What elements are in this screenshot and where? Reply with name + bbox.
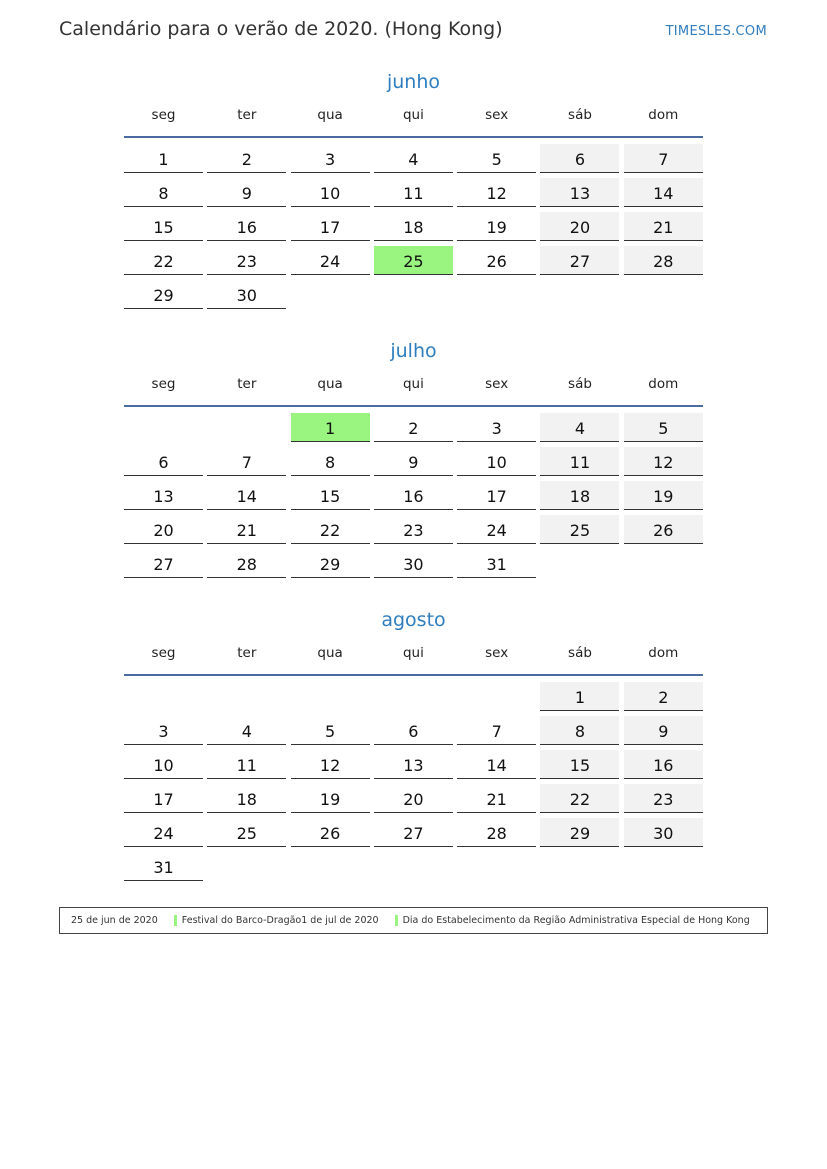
day-cell-weekend: 23 — [624, 784, 703, 813]
day-cell: 3 — [291, 144, 370, 173]
day-cell: 18 — [207, 784, 286, 813]
day-cell: 22 — [291, 515, 370, 544]
day-cell: 31 — [124, 852, 203, 881]
weekday-label: qua — [317, 376, 343, 392]
day-cell-weekend: 4 — [540, 413, 619, 442]
weekday-label: ter — [237, 107, 257, 123]
day-cell-empty — [374, 682, 453, 711]
month-name: agosto — [381, 609, 446, 631]
month-name: julho — [390, 340, 437, 362]
legend-holiday-name: Festival do Barco-Dragão — [181, 915, 302, 926]
day-cell: 24 — [457, 515, 536, 544]
day-cell-empty — [291, 682, 370, 711]
month-july — [124, 337, 703, 578]
day-cell: 2 — [207, 144, 286, 173]
day-cell: 13 — [374, 750, 453, 779]
day-cell: 2 — [374, 413, 453, 442]
day-cell: 26 — [291, 818, 370, 847]
day-cell: 24 — [291, 246, 370, 275]
day-cell: 25 — [207, 818, 286, 847]
legend-item — [301, 915, 750, 926]
day-cell-weekend: 2 — [624, 682, 703, 711]
day-cell: 27 — [374, 818, 453, 847]
day-cell: 21 — [457, 784, 536, 813]
weekday-label: dom — [648, 107, 679, 123]
day-cell: 30 — [207, 280, 286, 309]
day-cell: 23 — [374, 515, 453, 544]
day-cell-weekend: 11 — [540, 447, 619, 476]
day-cell: 29 — [291, 549, 370, 578]
day-cell: 14 — [207, 481, 286, 510]
legend-item — [71, 915, 301, 926]
weekday-label: sáb — [568, 107, 592, 123]
day-cell-weekend: 6 — [540, 144, 619, 173]
day-cell-weekend: 25 — [540, 515, 619, 544]
day-cell: 22 — [124, 246, 203, 275]
day-cell: 10 — [124, 750, 203, 779]
holiday-legend — [59, 907, 768, 934]
month-name: junho — [386, 71, 441, 93]
day-cell: 10 — [457, 447, 536, 476]
day-cell-weekend: 26 — [624, 515, 703, 544]
day-cell-weekend: 1 — [540, 682, 619, 711]
day-cell: 26 — [457, 246, 536, 275]
month-june — [124, 68, 703, 309]
weekday-label: sex — [485, 645, 509, 661]
day-cell: 24 — [124, 818, 203, 847]
legend-date: 25 de jun de 2020 — [71, 915, 158, 926]
weekday-label: ter — [237, 376, 257, 392]
day-cell-weekend: 15 — [540, 750, 619, 779]
day-cell-holiday: 25 — [374, 246, 453, 275]
day-cell-weekend: 28 — [624, 246, 703, 275]
day-cell: 17 — [457, 481, 536, 510]
holiday-color-swatch — [395, 915, 398, 926]
day-cell: 9 — [207, 178, 286, 207]
weekday-label: sex — [485, 107, 509, 123]
day-cell: 19 — [291, 784, 370, 813]
day-cell: 13 — [124, 481, 203, 510]
brand-link[interactable]: TIMESLES.COM — [665, 24, 767, 39]
weekday-label: ter — [237, 645, 257, 661]
day-cell-empty — [124, 682, 203, 711]
day-cell-weekend: 7 — [624, 144, 703, 173]
day-cell-weekend: 30 — [624, 818, 703, 847]
day-cell: 9 — [374, 447, 453, 476]
day-cell-weekend: 19 — [624, 481, 703, 510]
day-cell-weekend: 22 — [540, 784, 619, 813]
day-cell: 8 — [291, 447, 370, 476]
day-grid — [124, 413, 703, 578]
day-cell: 3 — [124, 716, 203, 745]
day-grid — [124, 144, 703, 309]
day-cell: 8 — [124, 178, 203, 207]
day-cell-weekend: 8 — [540, 716, 619, 745]
weekday-label: qui — [402, 107, 424, 123]
page-title: Calendário para o verão de 2020. (Hong Kong) — [59, 18, 503, 40]
day-cell-weekend: 14 — [624, 178, 703, 207]
legend-date: 1 de jul de 2020 — [301, 915, 379, 926]
weekday-header — [124, 644, 703, 676]
day-cell: 29 — [124, 280, 203, 309]
day-cell-weekend: 16 — [624, 750, 703, 779]
weekday-label: seg — [151, 645, 176, 661]
day-cell: 16 — [374, 481, 453, 510]
day-cell: 16 — [207, 212, 286, 241]
weekday-label: sáb — [568, 645, 592, 661]
day-cell: 21 — [207, 515, 286, 544]
day-cell: 19 — [457, 212, 536, 241]
day-cell-weekend: 29 — [540, 818, 619, 847]
day-cell: 4 — [374, 144, 453, 173]
day-cell-weekend: 27 — [540, 246, 619, 275]
weekday-label: dom — [648, 645, 679, 661]
month-august — [124, 606, 703, 881]
day-grid — [124, 682, 703, 881]
day-cell-empty — [457, 682, 536, 711]
weekday-label: sex — [485, 376, 509, 392]
weekday-label: qui — [402, 645, 424, 661]
day-cell: 7 — [457, 716, 536, 745]
day-cell: 28 — [207, 549, 286, 578]
day-cell-holiday: 1 — [291, 413, 370, 442]
day-cell: 12 — [291, 750, 370, 779]
weekday-label: seg — [151, 376, 176, 392]
day-cell: 14 — [457, 750, 536, 779]
weekday-label: qua — [317, 645, 343, 661]
weekday-label: dom — [648, 376, 679, 392]
day-cell-weekend: 21 — [624, 212, 703, 241]
legend-holiday-name: Dia do Estabelecimento da Região Administrativa Especial de Hong Kong — [402, 915, 750, 926]
day-cell: 6 — [124, 447, 203, 476]
weekday-header — [124, 106, 703, 138]
day-cell: 15 — [124, 212, 203, 241]
day-cell: 11 — [374, 178, 453, 207]
day-cell: 31 — [457, 549, 536, 578]
day-cell: 15 — [291, 481, 370, 510]
day-cell-weekend: 5 — [624, 413, 703, 442]
weekday-header — [124, 375, 703, 407]
day-cell: 6 — [374, 716, 453, 745]
weekday-label: qua — [317, 107, 343, 123]
weekday-label: sáb — [568, 376, 592, 392]
day-cell-weekend: 9 — [624, 716, 703, 745]
day-cell-empty — [207, 682, 286, 711]
day-cell: 18 — [374, 212, 453, 241]
day-cell: 12 — [457, 178, 536, 207]
day-cell-weekend: 20 — [540, 212, 619, 241]
day-cell: 17 — [291, 212, 370, 241]
day-cell: 20 — [374, 784, 453, 813]
weekday-label: seg — [151, 107, 176, 123]
day-cell: 4 — [207, 716, 286, 745]
day-cell: 23 — [207, 246, 286, 275]
day-cell: 5 — [457, 144, 536, 173]
day-cell: 11 — [207, 750, 286, 779]
holiday-color-swatch — [174, 915, 177, 926]
day-cell: 10 — [291, 178, 370, 207]
day-cell: 30 — [374, 549, 453, 578]
day-cell-weekend: 13 — [540, 178, 619, 207]
day-cell: 17 — [124, 784, 203, 813]
day-cell: 27 — [124, 549, 203, 578]
day-cell-empty — [124, 413, 203, 442]
day-cell: 28 — [457, 818, 536, 847]
day-cell: 20 — [124, 515, 203, 544]
weekday-label: qui — [402, 376, 424, 392]
day-cell-empty — [207, 413, 286, 442]
day-cell: 5 — [291, 716, 370, 745]
day-cell-weekend: 18 — [540, 481, 619, 510]
day-cell: 3 — [457, 413, 536, 442]
day-cell: 7 — [207, 447, 286, 476]
day-cell: 1 — [124, 144, 203, 173]
day-cell-weekend: 12 — [624, 447, 703, 476]
